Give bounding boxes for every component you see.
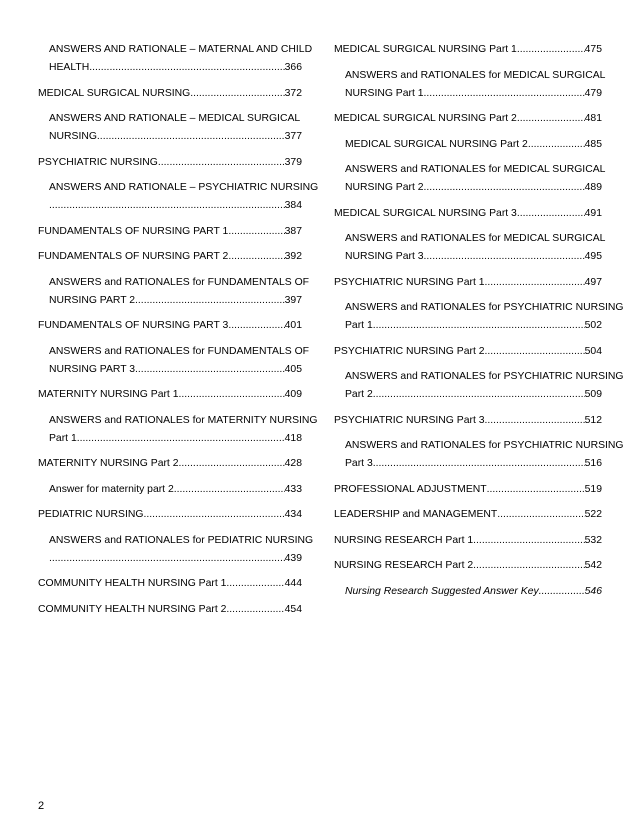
toc-entry-title: Part 1 — [345, 320, 373, 331]
toc-entry-title: Part 2 — [345, 389, 373, 400]
toc-entry[interactable] — [38, 274, 310, 310]
toc-entry-title: ANSWERS and RATIONALES for MEDICAL SURGICAL — [345, 69, 606, 81]
toc-entry[interactable] — [38, 41, 313, 77]
toc-entry[interactable] — [38, 386, 302, 404]
toc-page-number: 428 — [284, 458, 302, 469]
dot-leader — [373, 455, 585, 473]
toc-entry-title: ANSWERS AND RATIONALE – PSYCHIATRIC NURSING — [49, 182, 319, 193]
toc-entry[interactable] — [38, 455, 302, 473]
dot-leader — [517, 110, 585, 128]
toc-entry-title: MEDICAL SURGICAL NURSING Part 1 — [334, 44, 517, 55]
toc-entry[interactable] — [334, 161, 606, 197]
toc-entry-title: PSYCHIATRIC NURSING Part 3 — [334, 414, 485, 426]
toc-page-number: 384 — [284, 200, 302, 211]
toc-entry[interactable] — [334, 506, 602, 524]
toc-entry-title: NURSING — [49, 131, 97, 142]
dot-leader — [473, 557, 585, 575]
dot-leader — [373, 317, 585, 335]
toc-page-number: 485 — [584, 138, 602, 150]
dot-leader — [485, 412, 585, 430]
toc-page-number: 409 — [284, 389, 302, 400]
dot-leader — [424, 85, 585, 103]
toc-page-number: 497 — [584, 276, 602, 288]
dot-leader — [424, 248, 585, 266]
toc-page-number: 366 — [284, 62, 302, 73]
toc-entry-title: ANSWERS and RATIONALES for MEDICAL SURGICAL — [345, 164, 606, 175]
toc-entry-title: Part 3 — [345, 458, 373, 469]
toc-entry-title: FUNDAMENTALS OF NURSING PART 2 — [38, 251, 229, 262]
toc-entry[interactable] — [334, 136, 602, 154]
toc-page-number: 372 — [284, 87, 302, 99]
toc-page-number: 502 — [584, 320, 602, 331]
toc-page-number: 401 — [284, 320, 302, 331]
toc-page-number: 397 — [284, 294, 302, 306]
dot-leader — [49, 197, 285, 215]
toc-entry[interactable] — [38, 85, 302, 103]
dot-leader — [373, 386, 585, 404]
toc-page-number: 433 — [284, 483, 302, 495]
toc-page-number: 481 — [584, 113, 602, 124]
toc-page-number: 489 — [584, 182, 602, 193]
toc-page-number: 522 — [584, 509, 602, 520]
toc-entry-title: Answer for maternity part 2 — [49, 483, 174, 495]
dot-leader — [497, 506, 584, 524]
toc-page-number: 479 — [584, 87, 602, 99]
dot-leader — [228, 223, 284, 241]
toc-entry-title: ANSWERS AND RATIONALE – MEDICAL SURGICAL — [49, 113, 301, 124]
toc-entry-title: MEDICAL SURGICAL NURSING — [38, 87, 191, 99]
toc-page-number: 454 — [284, 603, 302, 615]
toc-entry[interactable] — [334, 67, 606, 103]
toc-entry-title: PEDIATRIC NURSING — [38, 509, 144, 520]
toc-entry-title: MEDICAL SURGICAL NURSING Part 3 — [334, 207, 517, 219]
toc-page-number: 504 — [584, 345, 602, 357]
dot-leader — [517, 41, 585, 59]
toc-page-number: 532 — [584, 534, 602, 546]
toc-entry[interactable] — [38, 179, 319, 215]
dot-leader — [190, 85, 284, 103]
toc-page-number: 509 — [584, 389, 602, 400]
dot-leader — [517, 205, 585, 223]
toc-right-column — [334, 41, 624, 608]
toc-entry[interactable] — [334, 299, 624, 335]
toc-left-column — [38, 41, 319, 626]
toc-entry-title: PSYCHIATRIC NURSING Part 2 — [334, 345, 485, 357]
toc-entry-title: HEALTH — [49, 62, 90, 73]
toc-entry-title: PROFESSIONAL ADJUSTMENT — [334, 483, 487, 495]
toc-entry-title: ANSWERS and RATIONALES for FUNDAMENTALS OF — [49, 345, 310, 357]
toc-page-number: 519 — [584, 483, 602, 495]
toc-page-number: 542 — [584, 560, 602, 571]
toc-entry[interactable] — [334, 274, 602, 292]
toc-entry-title: COMMUNITY HEALTH NURSING Part 1 — [38, 578, 227, 589]
dot-leader — [135, 361, 285, 379]
toc-entry-title: NURSING Part 1 — [345, 87, 424, 99]
dot-leader — [179, 455, 285, 473]
toc-entry-title: PSYCHIATRIC NURSING Part 1 — [334, 276, 485, 288]
toc-entry-title: ANSWERS and RATIONALES for PEDIATRIC NURSING — [49, 534, 314, 546]
dot-leader — [158, 154, 285, 172]
toc-entry[interactable] — [38, 154, 302, 172]
toc-entry-title: PSYCHIATRIC NURSING — [38, 156, 158, 168]
dot-leader — [228, 317, 284, 335]
toc-entry[interactable] — [38, 601, 302, 619]
toc-page-number: 434 — [284, 509, 302, 520]
toc-page-number: 475 — [584, 44, 602, 55]
toc-page-number: 512 — [584, 414, 602, 426]
toc-page-number: 405 — [284, 363, 302, 375]
toc-entry[interactable] — [334, 437, 624, 473]
toc-entry-title: MEDICAL SURGICAL NURSING Part 2 — [345, 138, 528, 150]
dot-leader — [228, 248, 284, 266]
toc-entry-title: ANSWERS and RATIONALES for FUNDAMENTALS OF — [49, 276, 310, 288]
toc-page-number: 379 — [284, 156, 302, 168]
toc-entry-title: NURSING RESEARCH Part 1 — [334, 534, 474, 546]
toc-entry-title: MATERNITY NURSING Part 2 — [38, 458, 179, 469]
dot-leader — [539, 583, 585, 601]
dot-leader — [135, 292, 285, 310]
toc-entry[interactable] — [334, 583, 602, 601]
dot-leader — [226, 575, 284, 593]
toc-entry[interactable] — [334, 205, 602, 223]
toc-entry[interactable] — [38, 248, 302, 266]
toc-entry-title: NURSING PART 3 — [49, 363, 136, 375]
toc-entry-title: FUNDAMENTALS OF NURSING PART 3 — [38, 320, 229, 331]
toc-page-number: 392 — [284, 251, 302, 262]
toc-entry-title: ANSWERS and RATIONALES for MEDICAL SURGICAL — [345, 233, 606, 244]
dot-leader — [226, 601, 284, 619]
toc-entry-title: ANSWERS and RATIONALES for PSYCHIATRIC NURSING — [345, 302, 624, 313]
toc-entry-title: ANSWERS and RATIONALES for MATERNITY NURSING — [49, 414, 318, 426]
toc-entry[interactable] — [334, 343, 602, 361]
toc-entry-title: NURSING Part 3 — [345, 251, 424, 262]
toc-entry-title: Part 1 — [49, 432, 77, 444]
toc-page-number: 387 — [284, 225, 302, 237]
page-number: 2 — [38, 800, 45, 812]
toc-entry[interactable] — [38, 481, 302, 499]
toc-page-number: 516 — [584, 458, 602, 469]
toc-entry[interactable] — [38, 317, 302, 335]
toc-entry-title: NURSING PART 2 — [49, 294, 136, 306]
toc-entry[interactable] — [38, 506, 302, 524]
toc-entry[interactable] — [334, 481, 602, 499]
toc-entry-title: COMMUNITY HEALTH NURSING Part 2 — [38, 603, 227, 615]
toc-entry[interactable] — [334, 368, 624, 404]
dot-leader — [485, 274, 585, 292]
toc-entry-title: ANSWERS AND RATIONALE – MATERNAL AND CHILD — [49, 44, 313, 55]
dot-leader — [528, 136, 585, 154]
toc-entry[interactable] — [38, 223, 302, 241]
toc-entry-title: NURSING RESEARCH Part 2 — [334, 560, 474, 571]
toc-entry[interactable] — [38, 575, 302, 593]
dot-leader — [179, 386, 285, 404]
dot-leader — [77, 430, 285, 448]
dot-leader — [89, 59, 284, 77]
dot-leader — [97, 128, 285, 146]
toc-entry[interactable] — [334, 412, 602, 430]
toc-entry[interactable] — [38, 412, 318, 448]
toc-entry-title: MEDICAL SURGICAL NURSING Part 2 — [334, 113, 517, 124]
toc-entry[interactable] — [38, 110, 302, 146]
dot-leader — [143, 506, 284, 524]
toc-entry-title: LEADERSHIP and MANAGEMENT — [334, 509, 498, 520]
toc-page-number: 444 — [284, 578, 302, 589]
dot-leader — [49, 550, 285, 568]
dot-leader — [174, 481, 285, 499]
toc-entry[interactable] — [334, 557, 602, 575]
toc-page-number: 418 — [284, 432, 302, 444]
toc-entry[interactable] — [334, 230, 606, 266]
toc-page-number: 546 — [584, 585, 602, 597]
toc-entry-title: ANSWERS and RATIONALES for PSYCHIATRIC NURSING — [345, 440, 624, 451]
toc-entry[interactable] — [334, 41, 602, 59]
toc-entry-title: ANSWERS and RATIONALES for PSYCHIATRIC NURSING — [345, 371, 624, 382]
toc-entry[interactable] — [38, 532, 314, 568]
toc-entry[interactable] — [38, 343, 310, 379]
toc-entry-title: MATERNITY NURSING Part 1 — [38, 389, 179, 400]
toc-page-number: 491 — [584, 207, 602, 219]
toc-page-number: 439 — [284, 552, 302, 564]
toc-entry[interactable] — [334, 532, 602, 550]
toc-page-number: 377 — [284, 131, 302, 142]
toc-entry-title: FUNDAMENTALS OF NURSING PART 1 — [38, 225, 229, 237]
dot-leader — [485, 343, 585, 361]
toc-entry-title: Nursing Research Suggested Answer Key — [345, 585, 539, 597]
dot-leader — [487, 481, 585, 499]
toc-entry-title: NURSING Part 2 — [345, 182, 424, 193]
toc-page-number: 495 — [584, 251, 602, 262]
dot-leader — [424, 179, 585, 197]
toc-entry[interactable] — [334, 110, 602, 128]
dot-leader — [473, 532, 585, 550]
